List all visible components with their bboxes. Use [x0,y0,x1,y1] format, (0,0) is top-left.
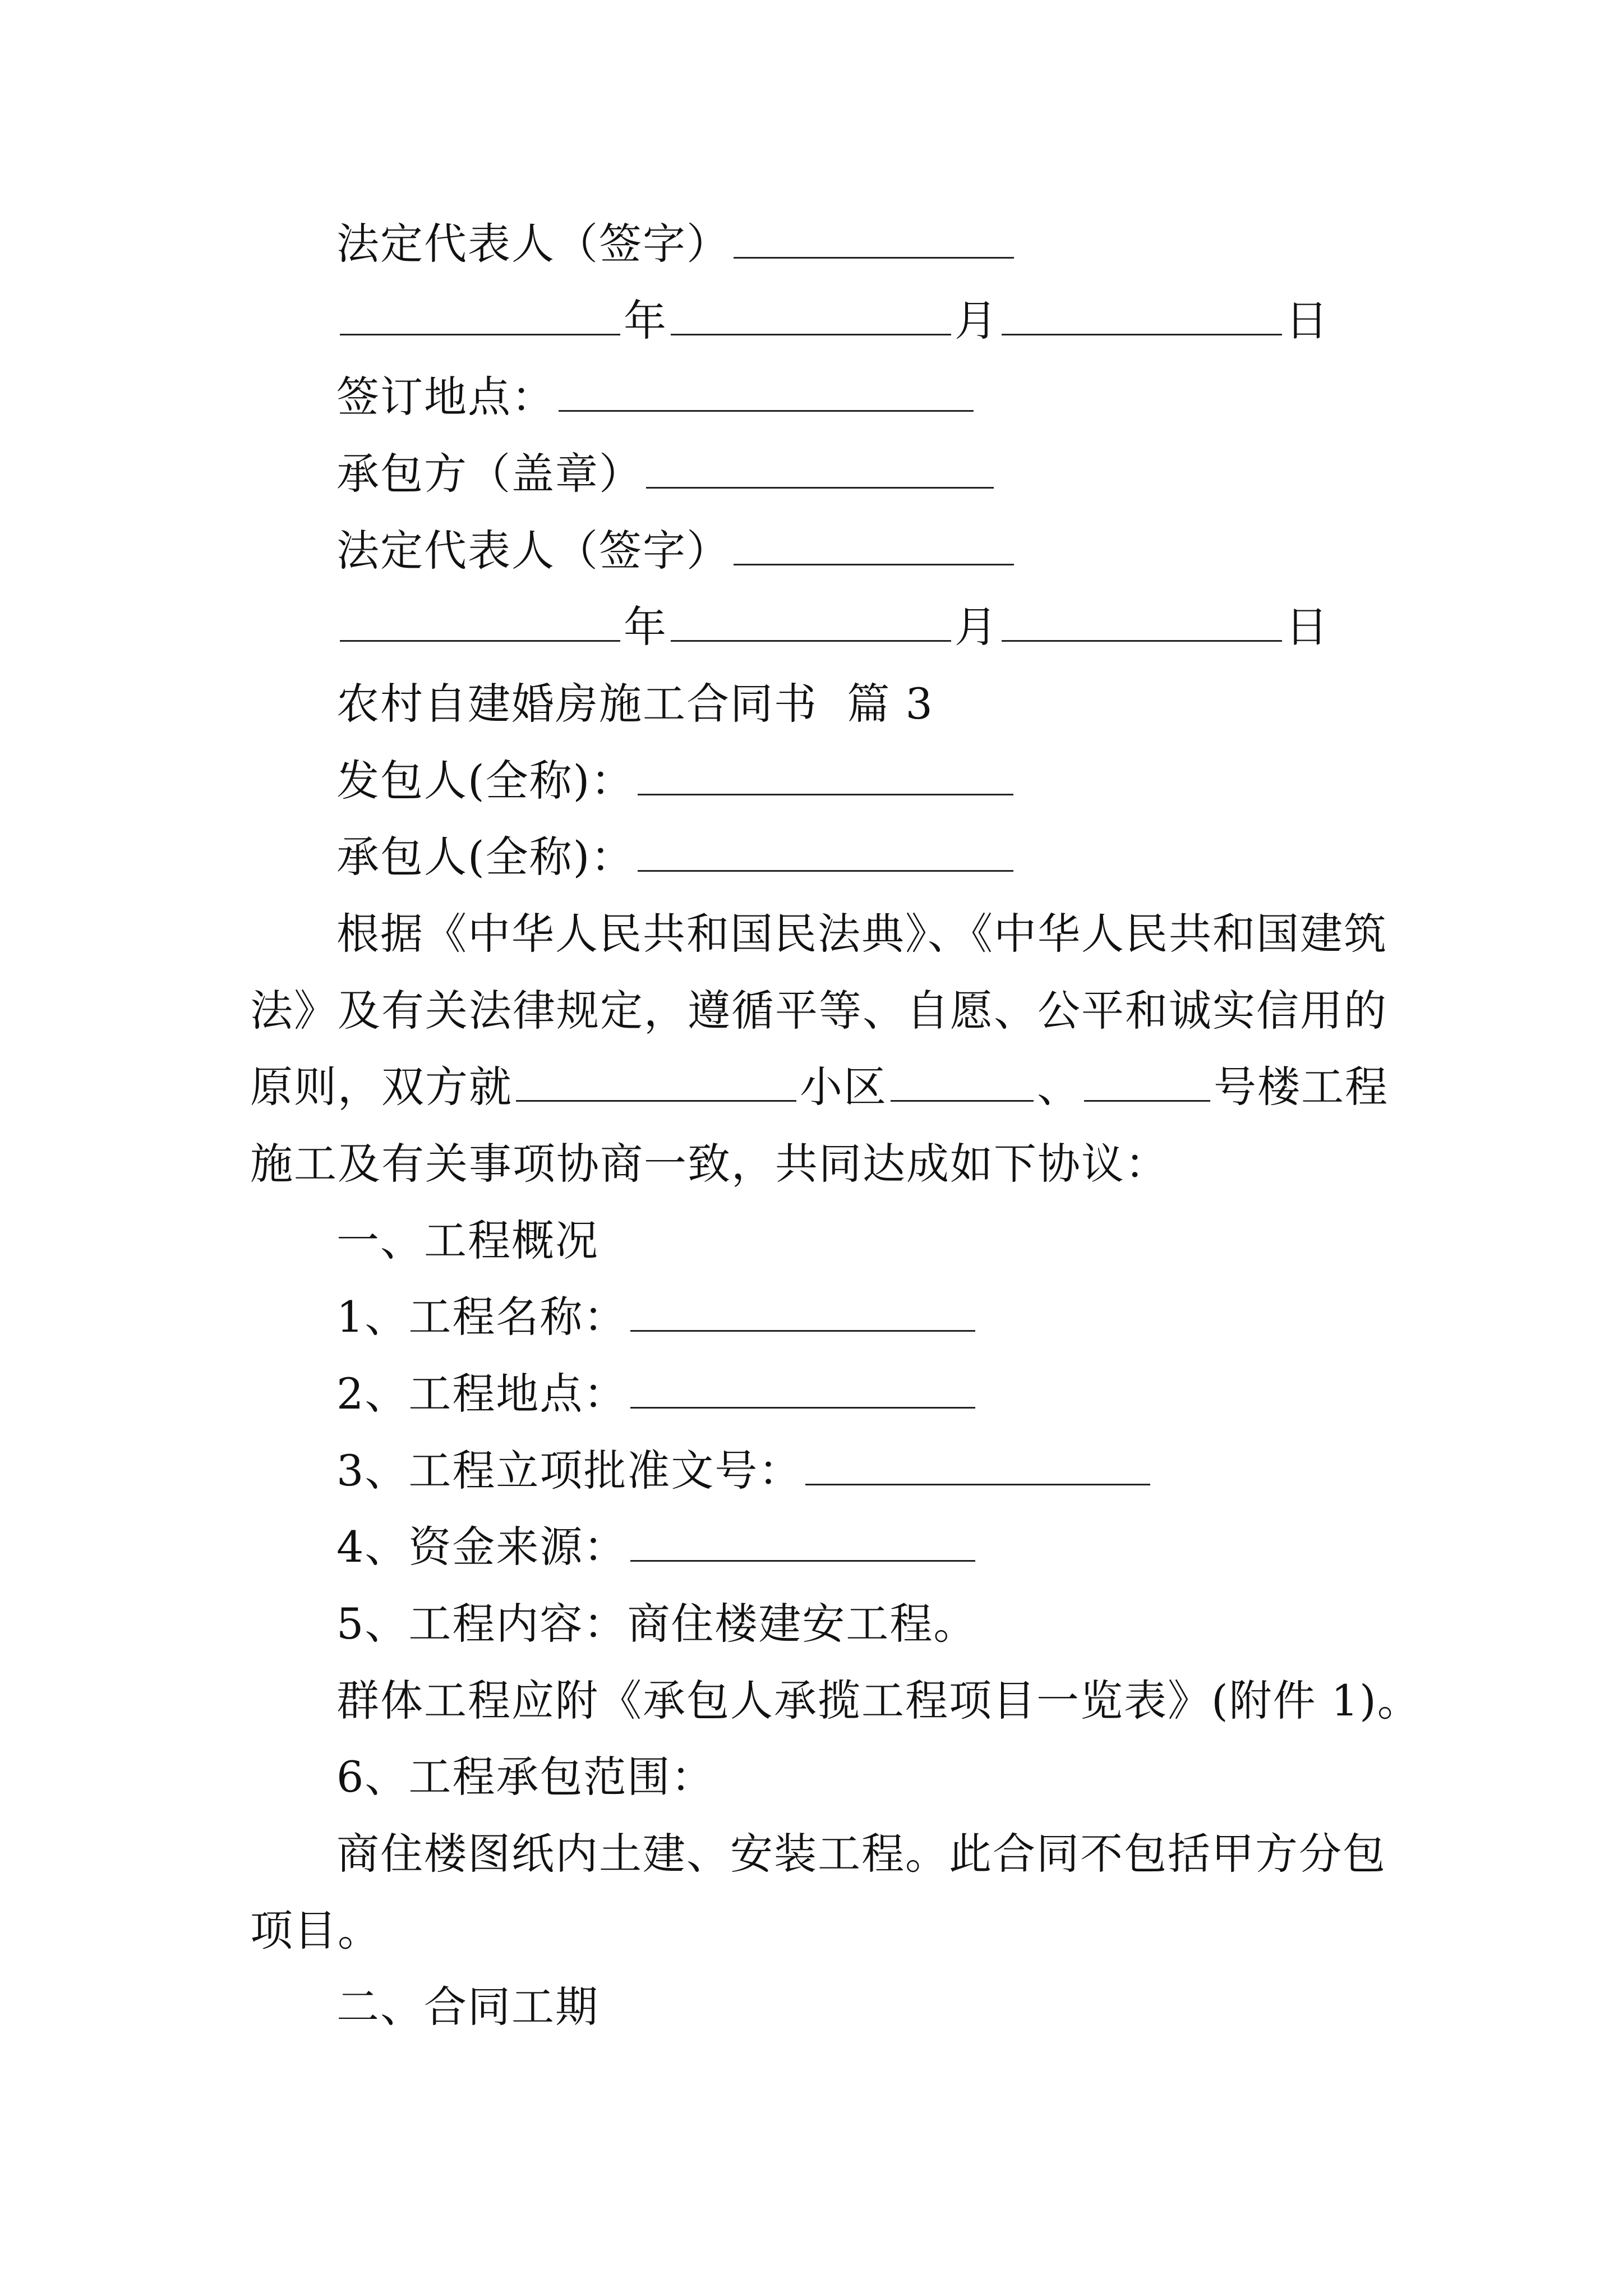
project-location-line [336,1360,979,1428]
approval-number-blank [805,1444,1150,1485]
approval-number-label: 3、工程立项批准文号： [336,1446,803,1496]
community-text: 小区 [800,1062,887,1112]
scope-line-1: 商住楼图纸内土建、安装工程。此合同不包括甲方分包 [336,1829,1386,1879]
day-blank [1002,295,1282,335]
part1-title: 一、工程概况 [336,1216,599,1266]
month-label: 月 [955,296,998,346]
community-blank [891,1061,1034,1102]
contractor-blank [638,831,1013,872]
group-project-note: 群体工程应附《承包人承揽工程项目一览表》(附件 1)。 [336,1676,1421,1726]
section-heading: 农村自建婚房施工合同书 篇 3 [336,679,934,729]
contractor-seal-blank [646,448,994,489]
project-content-line: 5、工程内容：商住楼建安工程。 [336,1599,978,1649]
date-line-1 [336,287,1329,355]
month-label: 月 [955,602,998,652]
approval-number-line [336,1437,1154,1504]
separator-text: 、 [1037,1062,1081,1112]
project-location-blank [630,1368,975,1409]
signature-blank [734,524,1014,565]
contractor-seal-label: 承包方（盖章） [336,449,643,499]
signature-blank [734,218,1014,259]
preamble-principle-text: 原则，双方就 [250,1062,513,1112]
project-name-line [336,1283,979,1351]
legal-rep-label: 法定代表人（签字） [336,219,730,269]
month-blank [671,601,951,642]
preamble-line-2: 法》及有关法律规定，遵循平等、自愿、公平和诚实信用的 [250,986,1387,1036]
signing-place-label: 签订地点： [336,372,555,422]
signing-place-line [336,364,977,431]
preamble-line-3 [250,1053,1389,1121]
building-blank [1084,1061,1210,1102]
legal-rep-signature-line-2 [336,517,1017,585]
legal-rep-signature-line-1 [336,210,1017,278]
year-blank [340,601,620,642]
contract-scope-title: 6、工程承包范围： [336,1752,715,1802]
project-name-blank [516,1061,796,1102]
project-location-label: 2、工程地点： [336,1369,628,1419]
contractor-line [336,823,1017,891]
signing-place-blank [559,371,974,412]
legal-rep-label: 法定代表人（签字） [336,526,730,576]
day-label: 日 [1285,602,1329,652]
year-label: 年 [624,296,667,346]
funding-source-blank [630,1521,975,1562]
date-line-2 [336,593,1329,661]
preamble-line-1: 根据《中华人民共和国民法典》、《中华人民共和国建筑 [336,909,1387,959]
part2-title: 二、合同工期 [336,1982,599,2032]
year-label: 年 [624,602,667,652]
employer-blank [638,754,1013,795]
month-blank [671,295,951,335]
employer-line [336,747,1017,815]
employer-label: 发包人(全称)： [336,756,635,806]
funding-source-line [336,1513,979,1581]
preamble-line-4: 施工及有关事项协商一致，共同达成如下协议： [250,1139,1169,1189]
building-project-text: 号楼工程 [1214,1062,1389,1112]
contractor-label: 承包人(全称)： [336,832,635,882]
day-label: 日 [1285,296,1329,346]
project-name-field-blank [630,1291,975,1332]
project-name-label: 1、工程名称： [336,1292,628,1342]
year-blank [340,295,620,335]
day-blank [1002,601,1282,642]
scope-line-2: 项目。 [250,1906,381,1955]
contractor-seal-line [336,440,997,508]
funding-source-label: 4、资金来源： [336,1522,628,1572]
